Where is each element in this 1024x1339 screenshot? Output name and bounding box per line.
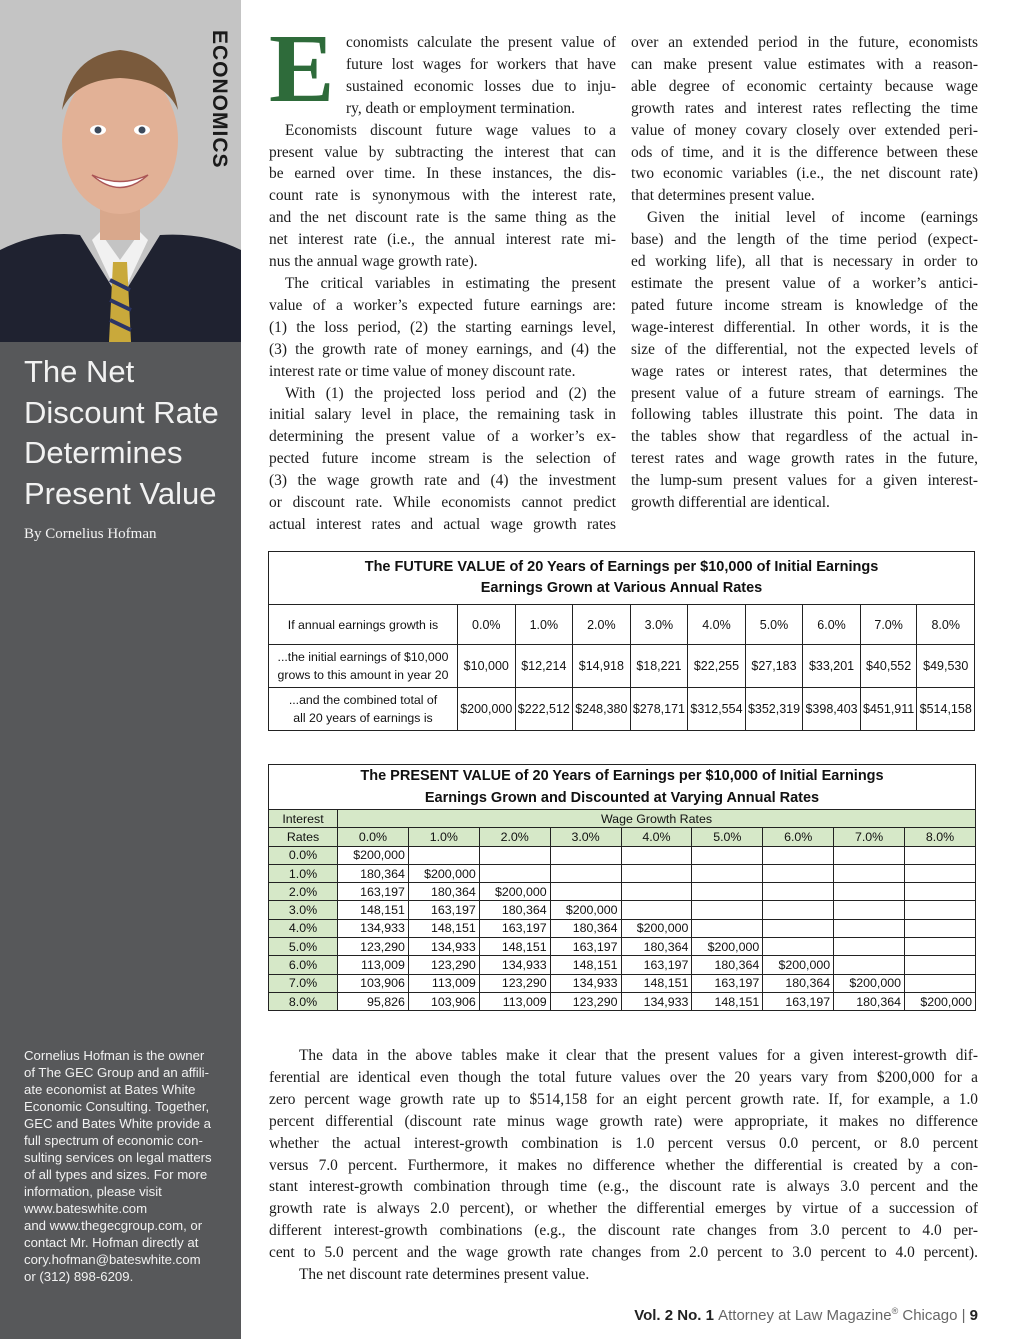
body-line: ods of time, and it is the difference between these: [631, 143, 978, 161]
interest-rate-cell: 3.0%: [269, 901, 338, 919]
table-row: [269, 864, 976, 882]
bio-line: ate economist at Bates White: [24, 1082, 196, 1097]
present-value-cell: 113,009: [479, 992, 550, 1010]
bio-line: sulting services on legal matters: [24, 1150, 212, 1165]
future-value-table: [268, 551, 975, 731]
value-cell: $398,403: [803, 688, 861, 731]
present-value-cell: [834, 901, 905, 919]
row-label-line: all 20 years of earnings is: [293, 711, 433, 725]
present-value-cell: [692, 846, 763, 864]
page-number: 9: [969, 1307, 978, 1324]
table-title: [269, 765, 976, 810]
body-line: the tables show that regardless of the actual in-: [631, 428, 978, 446]
body-line: value of money covary closely over extended peri-: [631, 121, 978, 139]
table-row: [269, 883, 976, 901]
present-value-cell: [763, 901, 834, 919]
body-line: the lump-sum present values for a given interest-: [631, 472, 978, 490]
present-value-cell: 123,290: [408, 956, 479, 974]
section-tag: [207, 30, 237, 170]
value-cell: $40,552: [860, 645, 917, 688]
interest-rate-cell: 4.0%: [269, 919, 338, 937]
present-value-cell: 134,933: [550, 974, 621, 992]
body-line: two economic variables (i.e., the net discount rate): [631, 165, 978, 183]
body-line: initial salary level in place, the remaining task in: [269, 406, 616, 424]
present-value-cell: [834, 919, 905, 937]
body-line: ferential are identical even though the total future values over the 20 years vary from $200,000 for a: [269, 1068, 978, 1086]
present-value-cell: 103,906: [408, 992, 479, 1010]
value-cell: $312,554: [688, 688, 746, 731]
present-value-cell: [834, 956, 905, 974]
growth-rate-cell: 7.0%: [860, 605, 917, 645]
present-value-cell: [834, 864, 905, 882]
author-photo: [0, 0, 241, 342]
body-line: that determines present value.: [631, 187, 815, 205]
growth-rate-header: 2.0%: [479, 828, 550, 846]
present-value-cell: 148,151: [479, 938, 550, 956]
growth-rate-header: 6.0%: [763, 828, 834, 846]
body-line: wage rates or interest rates, that determines the: [631, 362, 978, 380]
present-value-table: [268, 764, 976, 1011]
present-value-cell: [550, 864, 621, 882]
body-line: base) and the length of the time period (expect-: [631, 231, 978, 249]
present-value-cell: [763, 864, 834, 882]
headline-line: Present Value: [24, 475, 217, 511]
body-line: size of the differential, not the expected levels of: [631, 340, 978, 358]
table-row: [269, 901, 976, 919]
section-label: ECONOMICS: [208, 30, 231, 169]
present-value-cell: 134,933: [408, 938, 479, 956]
present-value-cell: 163,197: [408, 901, 479, 919]
present-value-cell: [550, 883, 621, 901]
present-value-cell: 113,009: [408, 974, 479, 992]
present-value-cell: [763, 883, 834, 901]
body-line: actual interest rates and actual wage growth rates: [269, 515, 616, 533]
bio-link-gecgroup[interactable]: and www.thegecgroup.com, or: [24, 1218, 203, 1233]
bio-line: Cornelius Hofman is the owner: [24, 1048, 205, 1063]
bio-line: full spectrum of economic con-: [24, 1133, 203, 1148]
present-value-cell: [621, 883, 692, 901]
value-cell: $33,201: [803, 645, 861, 688]
present-value-cell: 163,197: [763, 992, 834, 1010]
registered-mark: ®: [891, 1306, 899, 1316]
body-line: The net discount rate determines present value.: [299, 1266, 590, 1284]
table-row: [269, 974, 976, 992]
table-header-row: [269, 810, 976, 828]
present-value-cell: 148,151: [550, 956, 621, 974]
body-line: be earned over time. In these instances, the dis-: [269, 165, 616, 183]
body-line: following tables illustrate this point. The data in: [631, 406, 978, 424]
table-row: [269, 956, 976, 974]
body-line: estimate the present value of a worker’s antici-: [631, 274, 978, 292]
present-value-cell: [834, 883, 905, 901]
growth-rate-cell: 0.0%: [458, 605, 516, 645]
present-value-cell: [692, 901, 763, 919]
present-value-cell: [479, 864, 550, 882]
body-line: sustained economic losses due to inju-: [346, 77, 616, 95]
bio-line: contact Mr. Hofman directly at: [24, 1235, 199, 1250]
table-row: [269, 688, 975, 731]
present-value-cell: 180,364: [763, 974, 834, 992]
growth-rate-cell: 5.0%: [745, 605, 803, 645]
present-value-cell: [763, 938, 834, 956]
row-label: [269, 688, 458, 731]
table-row: [269, 605, 975, 645]
present-value-cell: [408, 846, 479, 864]
interest-rate-cell: 1.0%: [269, 864, 338, 882]
present-value-cell: 180,364: [834, 992, 905, 1010]
present-value-cell: 123,290: [338, 938, 409, 956]
present-value-cell: 180,364: [408, 883, 479, 901]
body-line: stant interest-growth combination through time (e.g., the discount rate is always 3.0 percent and the: [269, 1178, 978, 1196]
value-cell: $49,530: [917, 645, 975, 688]
body-line: cent to 5.0 percent and the wage growth rate changes from 2.0 percent to 3.0 percent to 4.0 percent).: [269, 1244, 978, 1262]
body-line: can make present value estimates with a reason-: [631, 55, 978, 73]
body-column-1: [269, 32, 616, 536]
present-value-cell: 180,364: [550, 919, 621, 937]
body-line: interest rate or time value of money discount rate.: [269, 362, 576, 380]
present-value-cell: $200,000: [763, 956, 834, 974]
bio-line: of The GEC Group and an affili-: [24, 1065, 209, 1080]
present-value-cell: 148,151: [692, 992, 763, 1010]
present-value-cell: 123,290: [479, 974, 550, 992]
present-value-cell: [905, 901, 976, 919]
body-line: percent differential (discount rate minus wage growth rate) were appropriate, it makes no difference: [269, 1112, 978, 1130]
value-cell: $248,380: [573, 688, 631, 731]
table-row: [269, 992, 976, 1010]
growth-rate-header: 1.0%: [408, 828, 479, 846]
present-value-cell: 163,197: [692, 974, 763, 992]
page-footer: [634, 1306, 978, 1324]
body-column-2: [631, 32, 978, 514]
present-value-cell: [479, 846, 550, 864]
present-value-cell: 123,290: [550, 992, 621, 1010]
present-value-cell: 134,933: [621, 992, 692, 1010]
present-value-cell: $200,000: [479, 883, 550, 901]
present-value-cell: 148,151: [338, 901, 409, 919]
present-value-cell: 134,933: [338, 919, 409, 937]
present-value-cell: $200,000: [621, 919, 692, 937]
present-value-cell: 163,197: [550, 938, 621, 956]
growth-rate-header: 3.0%: [550, 828, 621, 846]
table-subtitle-line: Earnings Grown and Discounted at Varying Annual Rates: [424, 790, 820, 806]
present-value-cell: [905, 938, 976, 956]
table-title-line: The PRESENT VALUE of 20 Years of Earnings per $10,000 of Initial Earnings: [360, 768, 884, 784]
body-line: count rate is synonymous with the interest rate,: [269, 187, 616, 205]
bio-line: Economic Consulting. Together,: [24, 1099, 210, 1114]
bio-line: information, please visit: [24, 1184, 162, 1199]
row-label: If annual earnings growth is: [269, 605, 458, 645]
interest-rate-cell: 8.0%: [269, 992, 338, 1010]
body-line: (3) the wage growth rate and (4) the investment: [269, 472, 616, 490]
article-headline: [24, 352, 234, 514]
growth-rate-cell: 1.0%: [515, 605, 573, 645]
value-cell: $352,319: [745, 688, 803, 731]
value-cell: $10,000: [458, 645, 516, 688]
present-value-cell: [692, 883, 763, 901]
present-value-cell: [692, 919, 763, 937]
body-line: and the net discount rate is the same thing as the: [269, 209, 616, 227]
sidebar: [0, 0, 241, 1339]
growth-rate-header: 8.0%: [905, 828, 976, 846]
present-value-cell: 180,364: [338, 864, 409, 882]
present-value-cell: [692, 864, 763, 882]
body-line: (1) the loss period, (2) the starting earnings level,: [269, 318, 616, 336]
value-cell: $27,183: [745, 645, 803, 688]
rates-header: Rates: [269, 828, 338, 846]
body-line: net interest rate (i.e., the annual interest rate mi-: [269, 231, 616, 249]
present-value-cell: 103,906: [338, 974, 409, 992]
magazine-city: Chicago |: [902, 1307, 966, 1324]
bio-line: of all types and sizes. For more: [24, 1167, 208, 1182]
body-line: over an extended period in the future, economists: [631, 34, 978, 51]
value-cell: $278,171: [630, 688, 688, 731]
present-value-cell: $200,000: [408, 864, 479, 882]
present-value-cell: 113,009: [338, 956, 409, 974]
body-line: pated future income stream is knowledge of the: [631, 296, 978, 314]
row-label-line: ...and the combined total of: [288, 693, 438, 707]
present-value-cell: $200,000: [834, 974, 905, 992]
present-value-cell: 148,151: [408, 919, 479, 937]
present-value-cell: 148,151: [621, 974, 692, 992]
present-value-cell: [834, 846, 905, 864]
bio-link-bateswhite[interactable]: www.bateswhite.com: [24, 1201, 148, 1216]
row-label: [269, 645, 458, 688]
body-line: different interest-growth combinations (e.g., the discount rate changes from 3.0 percent to 4.0 per-: [269, 1222, 978, 1240]
interest-rate-cell: 0.0%: [269, 846, 338, 864]
table-row: [269, 938, 976, 956]
present-value-cell: 163,197: [621, 956, 692, 974]
present-value-cell: $200,000: [692, 938, 763, 956]
body-line: zero percent wage growth rate up to $514,158 for an eight percent growth rate. If, for example, a 1.0: [269, 1090, 978, 1108]
present-value-cell: [905, 846, 976, 864]
present-value-cell: 95,826: [338, 992, 409, 1010]
value-cell: $12,214: [515, 645, 573, 688]
growth-rate-cell: 4.0%: [688, 605, 746, 645]
body-line: nus the annual wage growth rate).: [269, 253, 478, 271]
present-value-cell: [763, 846, 834, 864]
body-line: ry, death or employment termination.: [346, 99, 575, 117]
present-value-cell: 180,364: [692, 956, 763, 974]
issue-number: Vol. 2 No. 1: [634, 1307, 714, 1324]
interest-rate-cell: 6.0%: [269, 956, 338, 974]
value-cell: $514,158: [917, 688, 975, 731]
interest-rate-cell: 2.0%: [269, 883, 338, 901]
growth-rate-header: 4.0%: [621, 828, 692, 846]
body-line: present value of a future stream of earnings. The: [631, 384, 978, 402]
body-line: Economists discount future wage values to a: [285, 121, 616, 139]
bio-email-link[interactable]: cory.hofman@bateswhite.com: [24, 1252, 201, 1267]
drop-cap: E: [269, 15, 335, 123]
growth-rate-cell: 8.0%: [917, 605, 975, 645]
body-line: future lost wages for workers that have: [346, 55, 616, 73]
author-bio: [24, 1047, 234, 1285]
body-line: conomists calculate the present value of: [346, 34, 616, 51]
present-value-cell: [834, 938, 905, 956]
headline-line: The Net: [24, 354, 135, 389]
body-line: determining the present value of a worker’s ex-: [269, 428, 616, 446]
closing-text: [269, 1045, 978, 1286]
present-value-cell: 180,364: [621, 938, 692, 956]
body-line: wage-interest differential. In other words, it is the: [631, 318, 978, 336]
growth-rate-header: 0.0%: [338, 828, 409, 846]
bio-line: GEC and Bates White provide a: [24, 1116, 211, 1131]
growth-rate-cell: 2.0%: [573, 605, 631, 645]
body-line: Given the initial level of income (earnings: [647, 209, 978, 227]
growth-rate-cell: 3.0%: [630, 605, 688, 645]
value-cell: $451,911: [860, 688, 917, 731]
row-label-line: ...the initial earnings of $10,000: [277, 650, 449, 664]
body-line: growth differential are identical.: [631, 494, 830, 512]
body-line: The data in the above tables make it clear that the present values for a given interest-growth dif-: [299, 1047, 978, 1064]
body-line: pected future income stream is the selection of: [269, 450, 616, 468]
present-value-cell: [621, 846, 692, 864]
present-value-cell: 163,197: [479, 919, 550, 937]
body-line: (3) the growth rate of money earnings, and (4) the: [269, 340, 616, 358]
present-value-cell: [905, 956, 976, 974]
interest-rate-cell: 7.0%: [269, 974, 338, 992]
present-value-cell: [621, 864, 692, 882]
byline: By Cornelius Hofman: [24, 526, 157, 542]
body-line: The critical variables in estimating the present: [285, 274, 616, 292]
present-value-cell: 163,197: [338, 883, 409, 901]
bio-phone: or (312) 898-6209.: [24, 1269, 134, 1284]
present-value-cell: [550, 846, 621, 864]
body-line: or discount rate. While economists cannot predict: [269, 494, 616, 512]
body-line: value of a worker’s expected future earnings are:: [269, 296, 616, 314]
present-value-cell: [905, 864, 976, 882]
present-value-cell: [905, 883, 976, 901]
growth-rate-cell: 6.0%: [803, 605, 861, 645]
present-value-cell: [763, 919, 834, 937]
headline-line: Discount Rate: [24, 394, 219, 430]
headline-line: Determines: [24, 435, 183, 470]
wage-growth-header: Wage Growth Rates: [338, 810, 976, 828]
table-subtitle-line: Earnings Grown at Various Annual Rates: [480, 580, 763, 596]
present-value-cell: $200,000: [905, 992, 976, 1010]
value-cell: $14,918: [573, 645, 631, 688]
table-header-row: [269, 828, 976, 846]
body-line: present value by subtracting the interest that can: [269, 143, 616, 161]
body-line: terest rates and wage growth rates in the future,: [631, 450, 978, 468]
body-line: growth rates and interest rates reflecting the time: [631, 99, 978, 117]
body-line: growth rate is always 2.0 percent), or whether the differential emerges by virtue of a succession of: [269, 1200, 978, 1218]
table-row: [269, 645, 975, 688]
growth-rate-header: 5.0%: [692, 828, 763, 846]
row-label-line: grows to this amount in year 20: [277, 668, 449, 682]
present-value-cell: 180,364: [479, 901, 550, 919]
growth-rate-header: 7.0%: [834, 828, 905, 846]
body-line: able degree of economic certainty because wage: [631, 77, 978, 95]
value-cell: $200,000: [458, 688, 516, 731]
body-line: ed working life), all that is necessary in order to: [631, 253, 978, 271]
present-value-cell: [905, 919, 976, 937]
value-cell: $18,221: [630, 645, 688, 688]
interest-header: Interest: [269, 810, 338, 828]
present-value-cell: [621, 901, 692, 919]
table-row: [269, 919, 976, 937]
body-line: whether the actual interest-growth combination is 1.0 percent versus 0.0 percent, or 8.0 percent: [269, 1134, 978, 1152]
value-cell: $22,255: [688, 645, 746, 688]
interest-rate-cell: 5.0%: [269, 938, 338, 956]
present-value-cell: $200,000: [550, 901, 621, 919]
magazine-name: Attorney at Law Magazine: [718, 1307, 892, 1324]
body-line: With (1) the projected loss period and (2) the: [285, 384, 616, 402]
present-value-cell: $200,000: [338, 846, 409, 864]
present-value-cell: [905, 974, 976, 992]
present-value-cell: 134,933: [479, 956, 550, 974]
value-cell: $222,512: [515, 688, 573, 731]
body-line: versus 7.0 percent. Furthermore, it makes no difference whether the differential is created by a con-: [269, 1156, 978, 1174]
table-title: [269, 552, 975, 605]
table-title-line: The FUTURE VALUE of 20 Years of Earnings per $10,000 of Initial Earnings: [364, 559, 879, 575]
table-row: [269, 846, 976, 864]
